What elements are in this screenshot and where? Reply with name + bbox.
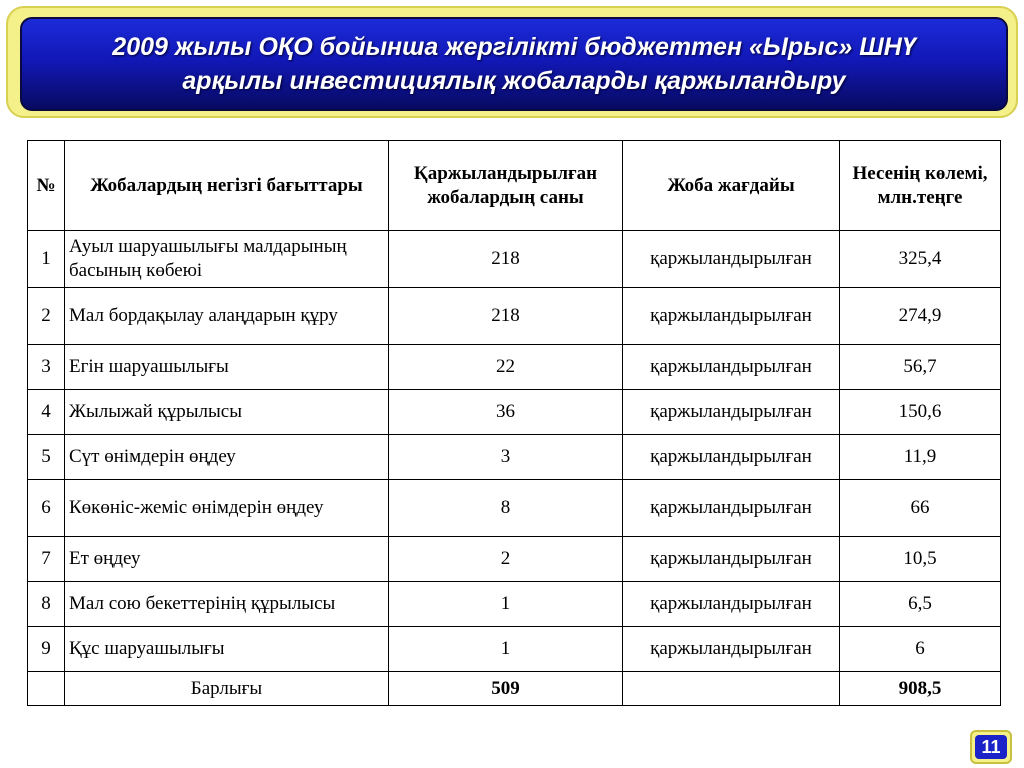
- title-banner: [20, 17, 1008, 111]
- table-row: [28, 537, 1001, 582]
- row-count: 22: [389, 345, 623, 390]
- row-direction: Көкөніс-жеміс өнімдерін өңдеу: [65, 480, 389, 537]
- row-status: қаржыландырылған: [623, 435, 840, 480]
- row-volume: 66: [840, 480, 1001, 537]
- total-volume: 908,5: [840, 672, 1001, 706]
- table-total-row: [28, 672, 1001, 706]
- row-num: 4: [28, 390, 65, 435]
- row-volume: 150,6: [840, 390, 1001, 435]
- header-num: №: [28, 141, 65, 231]
- row-num: 5: [28, 435, 65, 480]
- header-volume: Несенің көлемі, млн.теңге: [840, 141, 1001, 231]
- row-num: 8: [28, 582, 65, 627]
- total-num-cell: [28, 672, 65, 706]
- row-num: 9: [28, 627, 65, 672]
- table-row: [28, 582, 1001, 627]
- row-count: 218: [389, 231, 623, 288]
- table-row: [28, 627, 1001, 672]
- row-num: 2: [28, 288, 65, 345]
- header-status: Жоба жағдайы: [623, 141, 840, 231]
- table-row: [28, 480, 1001, 537]
- row-status: қаржыландырылған: [623, 480, 840, 537]
- title-frame: [6, 6, 1018, 118]
- row-count: 1: [389, 627, 623, 672]
- table-row: [28, 231, 1001, 288]
- row-num: 6: [28, 480, 65, 537]
- table-row: [28, 345, 1001, 390]
- row-count: 3: [389, 435, 623, 480]
- total-status-cell: [623, 672, 840, 706]
- row-volume: 11,9: [840, 435, 1001, 480]
- row-status: қаржыландырылған: [623, 288, 840, 345]
- row-direction: Егін шаруашылығы: [65, 345, 389, 390]
- row-direction: Ауыл шаруашылығы малдарының басының көбеюі: [65, 231, 389, 288]
- row-direction: Жылыжай құрылысы: [65, 390, 389, 435]
- total-label: Барлығы: [65, 672, 389, 706]
- row-volume: 325,4: [840, 231, 1001, 288]
- row-num: 3: [28, 345, 65, 390]
- table-row: [28, 435, 1001, 480]
- page-number-badge: [970, 730, 1012, 764]
- row-direction: Мал бордақылау алаңдарын құру: [65, 288, 389, 345]
- row-direction: Мал сою бекеттерінің құрылысы: [65, 582, 389, 627]
- row-direction: Ет өңдеу: [65, 537, 389, 582]
- row-volume: 10,5: [840, 537, 1001, 582]
- slide-title-line-2: арқылы инвестициялық жобаларды қаржыландыру: [182, 67, 846, 95]
- row-status: қаржыландырылған: [623, 390, 840, 435]
- row-num: 1: [28, 231, 65, 288]
- row-count: 8: [389, 480, 623, 537]
- slide-title: [112, 30, 915, 98]
- investment-table: [27, 140, 1001, 706]
- table-row: [28, 390, 1001, 435]
- row-status: қаржыландырылған: [623, 231, 840, 288]
- row-count: 36: [389, 390, 623, 435]
- row-volume: 274,9: [840, 288, 1001, 345]
- header-direction: Жобалардың негізгі бағыттары: [65, 141, 389, 231]
- slide-title-line-1: 2009 жылы ОҚО бойынша жергілікті бюджеттен «Ырыс» ШНҮ: [112, 33, 916, 61]
- row-status: қаржыландырылған: [623, 582, 840, 627]
- row-direction: Сүт өнімдерін өңдеу: [65, 435, 389, 480]
- header-count: Қаржыландырылған жобалардың саны: [389, 141, 623, 231]
- row-count: 2: [389, 537, 623, 582]
- table-header-row: [28, 141, 1001, 231]
- row-volume: 6,5: [840, 582, 1001, 627]
- row-status: қаржыландырылған: [623, 345, 840, 390]
- row-status: қаржыландырылған: [623, 537, 840, 582]
- row-count: 218: [389, 288, 623, 345]
- row-volume: 56,7: [840, 345, 1001, 390]
- row-volume: 6: [840, 627, 1001, 672]
- row-direction: Құс шаруашылығы: [65, 627, 389, 672]
- table-row: [28, 288, 1001, 345]
- row-num: 7: [28, 537, 65, 582]
- total-count: 509: [389, 672, 623, 706]
- page-number: 11: [975, 735, 1007, 759]
- row-status: қаржыландырылған: [623, 627, 840, 672]
- row-count: 1: [389, 582, 623, 627]
